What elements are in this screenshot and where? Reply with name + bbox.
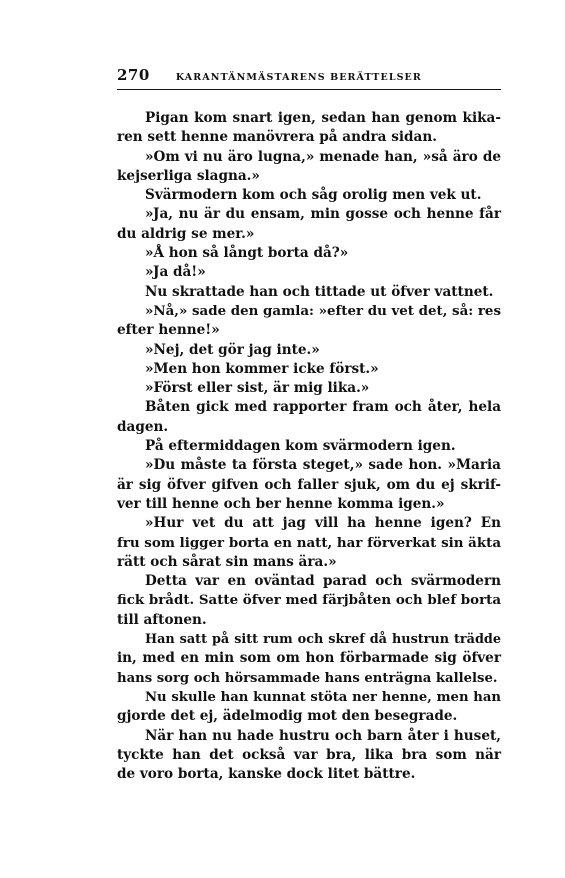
text-line: »Å hon så långt borta då?» — [145, 245, 349, 262]
text-line: ren sett henne manövrera på andra sidan. — [117, 129, 437, 146]
text-line: fick brådt. Satte öfver med färjbåten och blef borta — [117, 592, 501, 609]
text-line: in, med en min som om hon förbarmade sig öfver — [117, 650, 501, 667]
header-rule — [117, 89, 501, 90]
text-line: »Ja då!» — [145, 264, 206, 281]
text-line: efter henne!» — [117, 322, 220, 339]
text-line: »Nej, det gör jag inte.» — [145, 341, 320, 358]
text-line: »Nå,» sade den gamla: »efter du vet det, så: res — [145, 302, 501, 319]
running-title: KARANTÄNMÄSTARENS BERÄTTELSER — [175, 72, 422, 83]
book-page — [117, 66, 501, 784]
text-line: är sig öfver gifven och faller sjuk, om du ej skrif- — [117, 476, 501, 493]
text-line: När han nu hade hustru och barn åter i huset, — [145, 727, 501, 744]
text-line: På eftermiddagen kom svärmodern igen. — [145, 438, 456, 455]
text-line: »Först eller sist, är mig lika.» — [145, 380, 370, 397]
text-line: till aftonen. — [117, 611, 207, 628]
page-number: 270 — [117, 66, 150, 84]
body-text — [117, 109, 501, 784]
text-line: Detta var en oväntad parad och svärmodern — [145, 573, 501, 590]
text-line: de voro borta, kanske dock litet bättre. — [117, 766, 416, 783]
text-line: »Men hon kommer icke först.» — [145, 360, 379, 377]
text-line: »Om vi nu äro lugna,» menade han, »så äro de — [145, 148, 501, 165]
text-line: »Du måste ta första steget,» sade hon. »Maria — [145, 457, 501, 474]
text-line: tyckte han det också var bra, lika bra som när — [117, 746, 501, 763]
text-line: Pigan kom snart igen, sedan han genom kika- — [145, 110, 501, 126]
text-line: kejserliga slagna.» — [117, 167, 260, 184]
text-line: Svärmodern kom och såg orolig men vek ut. — [145, 187, 482, 204]
text-line: Båten gick med rapporter fram och åter, hela — [145, 399, 501, 416]
text-line: »Hur vet du att jag vill ha henne igen? En — [145, 515, 501, 532]
text-line: Nu skrattade han och tittade ut öfver vattnet. — [145, 283, 494, 300]
text-line: Han satt på sitt rum och skref då hustrun trädde — [145, 632, 501, 648]
text-line: fru som ligger borta en natt, har förverkat sin äkta — [117, 534, 501, 551]
text-line: hans sorg och hörsammade hans enträgna kallelse. — [117, 670, 498, 686]
text-line: dagen. — [117, 418, 169, 435]
text-line: du aldrig se mer.» — [117, 225, 255, 242]
text-line: »Ja, nu är du ensam, min gosse och henne får — [145, 206, 501, 223]
text-line: Nu skulle han kunnat stöta ner henne, men han — [145, 689, 501, 705]
text-line: rätt och sårat sin mans ära.» — [117, 553, 337, 570]
text-line: gjorde det ej, ädelmodig mot den besegrade. — [117, 708, 458, 725]
text-line: ver till henne och ber henne komma igen.» — [117, 495, 445, 512]
page-header — [117, 66, 501, 88]
